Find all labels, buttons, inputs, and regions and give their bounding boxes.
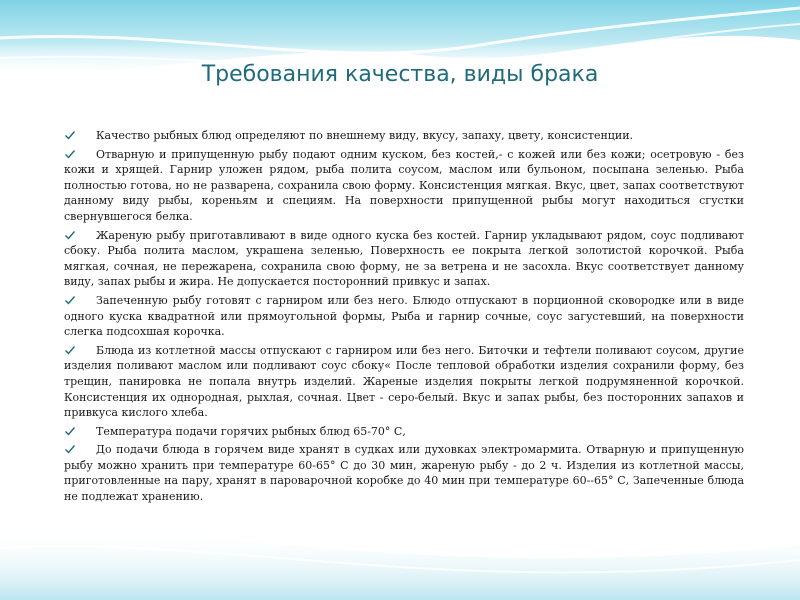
list-item-text: Температура подачи горячих рыбных блюд 65-70° С,	[96, 424, 406, 438]
list-item	[64, 128, 744, 144]
list-item-text: Качество рыбных блюд определяют по внешнему виду, вкусу, запаху, цвету, консистенции.	[96, 129, 634, 142]
checkmark-icon	[64, 229, 76, 241]
checkmark-icon	[64, 425, 76, 437]
slide-title: Требования качества, виды брака	[201, 62, 599, 87]
checkmark-icon	[64, 294, 76, 306]
checkmark-icon	[64, 129, 76, 141]
list-item	[64, 147, 744, 225]
checkmark-icon	[64, 344, 76, 356]
list-item	[64, 343, 744, 421]
list-item-text: Жареную рыбу приготавливают в виде одного куска без костей. Гарнир укладывают рядом, соус подливают сбоку. Рыба полита маслом, украшена зеленью, Поверхность ее покрыта легкой золотистой корочкой. Рыба мягкая, сочная, не пережарена, сохранила свою форму, не за ветрена и не засохла. Вкус соответствует данному виду, запах рыбы и жира. Не допускается посторонний привкус и запах.	[64, 228, 744, 289]
list-item-text: Отварную и припущенную рыбу подают одним куском, без костей,- с кожей или без кожи; осетровую - без кожи и хрящей. Гарнир уложен рядом, рыба полита соусом, маслом или бульоном, посыпана зеленью. Рыба полностью готова, но не разварена, сохранила свою форму. Консистенция мягкая. Вкус, цвет, запах соответствуют данному виду рыбы, кореньям и специям. На поверхности припущенной рыбы могут находиться сгустки свернувшегося белка.	[64, 147, 744, 223]
list-item-text: До подачи блюда в горячем виде хранят в судках или духовках электромармита. Отварную и припущенную рыбу можно хранить при температуре 60-65° С до 30 мин, жареную рыбу - до 2 ч. Изделия из котлетной массы, приготовленные на пару, хранят в пароварочной коробке до 40 мин при температуре 60--65° С, Запеченные блюда не подлежат хранению.	[64, 443, 744, 504]
checkmark-icon	[64, 148, 76, 160]
list-item-text: Блюда из котлетной массы отпускают с гарниром или без него. Биточки и тефтели поливают соусом, другие изделия поливают маслом или подливают соус сбоку« После тепловой обработки изделия сохранили форму, без трещин, панировка не попала внутрь изделий. Жареные изделия покрыты легкой подрумяненной корочкой. Консистенция их однородная, рыхлая, сочная. Цвет - серо-белый. Вкус и запах рыбы, без посторонних запахов и привкуса кислого хлеба.	[64, 343, 744, 420]
list-item	[64, 442, 744, 504]
list-item	[64, 228, 744, 290]
list-item-text: Запеченную рыбу готовят с гарниром или без него. Блюдо отпускают в порционной сковородке или в виде одного куска квадратной или прямоугольной формы, Рыба и гарнир сочные, соус загустевший, на поверхности слегка подсохшая корочка.	[64, 293, 744, 339]
list-item	[64, 424, 744, 440]
checkmark-icon	[64, 443, 76, 455]
bullet-list	[64, 128, 744, 508]
list-item	[64, 293, 744, 340]
